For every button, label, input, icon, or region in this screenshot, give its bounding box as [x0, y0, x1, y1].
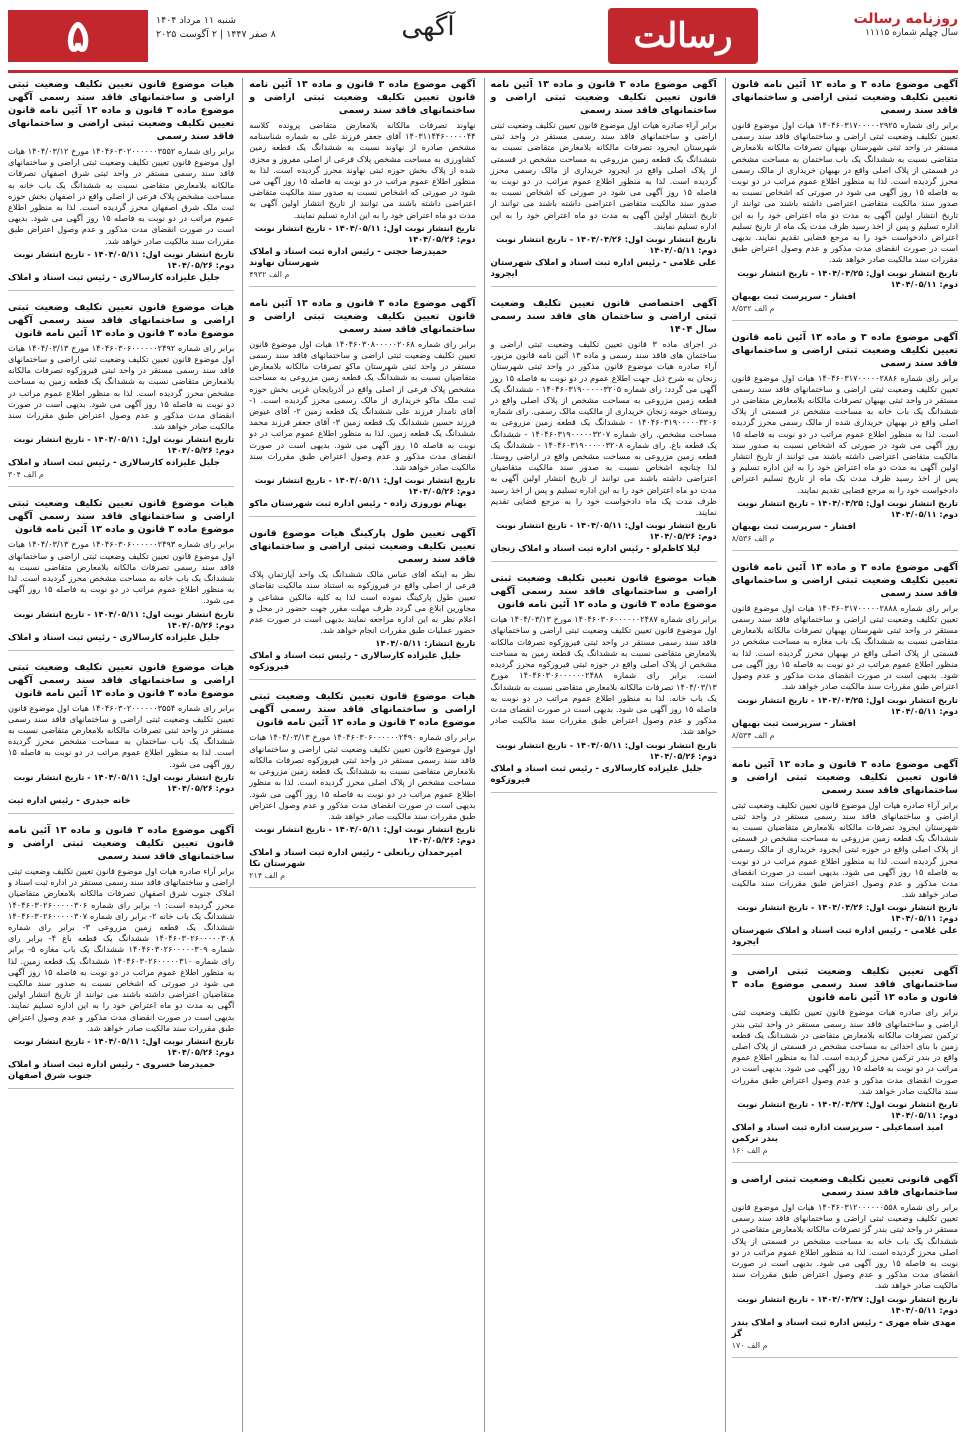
notice-dates: تاریخ انتشار نوبت اول: ۱۴۰۴/۰۴/۲۵ - تاریخ انتشار نوبت دوم: ۱۴۰۴/۰۵/۱۱	[737, 497, 958, 519]
notice-dates: تاریخ انتشار نوبت اول: ۱۴۰۴/۰۵/۱۱ - تاریخ انتشار نوبت دوم: ۱۴۰۴/۰۵/۲۶	[13, 248, 235, 270]
notice-dates: تاریخ انتشار نوبت اول: ۱۴۰۴/۰۵/۱۱ - تاریخ انتشار نوبت دوم: ۱۴۰۴/۰۵/۲۶	[13, 608, 235, 630]
legal-notice	[8, 497, 234, 650]
notice-body: برابر آراء صادره هیات اول موضوع قانون تعیین تکلیف وضعیت ثبتی اراضی و ساختمانهای فاقد سند رسمی مستقر در واحد ثبتی شهرستان ایجرود تصرفات مالکانه بلامعارض متقاضیان نسبت به ششدانگ یک قطعه زمین مزروعی به مساحت مشخص در قسمتی از پلاک اصلی واقع در حوزه ثبتی ایجرود خریداری از مالک رسمی محرز گردیده است. لذا به منظور اطلاع عموم مراتب در دو نوبت به فاصله ۱۵ روز آگهی می شود. بدیهی است در صورت انقضای مدت مذکور و عدم وصول اعتراض طبق مقررات سند مالکیت صادر خواهد شد.	[731, 799, 958, 900]
notice-title: آگهی موضوع ماده ۳ قانون و ماده ۱۳ آئین نامه قانون تعیین تکلیف وضعیت ثبتی اراضی و ساختمانهای فاقد سند رسمی	[490, 79, 717, 116]
legal-notice	[491, 297, 717, 562]
notice-dates: تاریخ انتشار نوبت اول: ۱۴۰۴/۰۴/۲۷ - تاریخ انتشار نوبت دوم: ۱۴۰۴/۰۵/۱۱	[737, 1293, 958, 1315]
notice-signature: حمیدرضا خسروی - رئیس اداره ثبت اسناد و املاک جنوب شرق اصفهان	[8, 1059, 216, 1081]
notice-signature: افشار - سرپرست ثبت بهبهان	[731, 718, 856, 729]
notice-dates: تاریخ انتشار نوبت اول: ۱۴۰۴/۰۵/۱۱ - تاریخ انتشار نوبت دوم: ۱۴۰۴/۰۵/۲۶	[254, 824, 476, 846]
date-persian: شنبه ۱۱ مرداد ۱۴۰۴	[156, 15, 236, 26]
notice-dates: تاریخ انتشار نوبت اول: ۱۴۰۴/۰۴/۲۵ - تاریخ انتشار نوبت دوم: ۱۴۰۴/۰۵/۱۱	[737, 694, 958, 716]
notice-body: نهاوند تصرفات مالکانه بلامعارض متقاضی پرونده کلاسه ۱۴۰۳۱۱۴۴۶۰۰۰۰۰۴۴ آقای جعفر فرزند علی به شماره شناسنامه مشخص صادره از نهاوند نسبت به ششدانگ یک قطعه زمین کشاورزی به مساحت مشخص پلاک فرعی از اصلی مفروز و مجزی شده از پلاک بخش حوزه ثبتی نهاوند محرز گردیده است. لذا به منظور اطلاع عموم مراتب در دو نوبت به فاصله ۱۵ روز آگهی می شود در صورتی که اشخاص نسبت به صدور سند مالکیت متقاضی اعتراضی داشته باشند می توانند از تاریخ انتشار اولین آگهی به مدت دو ماه اعتراض خود را به این اداره تسلیم نمایند.	[249, 120, 476, 220]
notice-title: هیات موضوع قانون تعیین تکلیف وضعیت ثبتی اراضی و ساختمانهای فاقد سند رسمی آگهی موضوع ماده ۳ قانون و ماده ۱۳ آئین نامه قانون	[8, 498, 235, 536]
notice-title: هیات موضوع قانون تعیین تکلیف وضعیت ثبتی اراضی و ساختمانهای فاقد سند رسمی آگهی موضوع ماده ۳ قانون و ماده ۱۳ آئین نامه قانون	[8, 661, 235, 699]
legal-notice	[732, 561, 958, 748]
legal-notice	[491, 78, 717, 287]
notice-dates: تاریخ انتشار نوبت اول: ۱۴۰۴/۰۴/۲۵ - تاریخ انتشار نوبت دوم: ۱۴۰۴/۰۵/۱۱	[737, 267, 958, 289]
notice-code: م الف ۳۰۴	[8, 470, 44, 480]
ad-column	[242, 78, 475, 1432]
notice-dates: تاریخ انتشار نوبت اول: ۱۴۰۴/۰۵/۱۱ - تاریخ انتشار نوبت دوم: ۱۴۰۴/۰۵/۲۶	[13, 434, 235, 456]
notice-title: آگهی موضوع ماده ۳ قانون و ماده ۱۳ آئین نامه قانون تعیین تکلیف وضعیت ثبتی اراضی و ساختمانهای فاقد سند رسمی	[249, 297, 476, 335]
notice-body: برابر رای شماره ۱۴۰۴۶۰۳۰۸۰۰۰۰۰۲۰۶۸ هیات اول موضوع قانون تعیین تکلیف وضعیت ثبتی اراضی و ساختمانهای فاقد سند رسمی مستقر در واحد ثبتی شهرستان ماکو تصرفات مالکانه بلامعارض متقاضیان نسبت به ششدانگ یک قطعه زمین مزروعی به مساحت مشخص پلاک فرعی از اصلی واقع در آذربایجان غربی بخش حوزه ثبت ملک ماکو خریداری از مالک رسمی محرز گردیده است. ۱- آقای نامدار فرزند علی ششدانگ یک قطعه زمین ۲- آقای عیوض فرزند حسین ششدانگ یک قطعه زمین ۳- آقای جعفر فرزند محمد ششدانگ یک قطعه زمین. لذا به منظور اطلاع عموم مراتب در دو نوبت به فاصله ۱۵ روز آگهی می شود. بدیهی است در صورت انقضای مدت مذکور و عدم وصول اعتراض طبق مقررات سند مالکیت صادر خواهد شد.	[249, 338, 476, 473]
notice-body: برابر رای شماره ۱۴۰۴۶۰۳۱۷۰۰۰۰۰۲۸۸۸ هیات اول موضوع قانون تعیین تکلیف وضعیت ثبتی اراضی و ساختمانهای فاقد سند رسمی مستقر در واحد ثبتی شهرستان بهبهان تصرفات مالکانه بلامعارض متقاضی نسبت به ششدانگ یک باب مغازه به مساحت مشخص در قسمتی از پلاک اصلی واقع در بهبهان محرز گردیده است. لذا به منظور اطلاع عموم مراتب در دو نوبت به فاصله ۱۵ روز آگهی می شود. بدیهی است در صورت انقضای مدت مذکور و عدم وصول اعتراض طبق مقررات سند مالکیت صادر خواهد شد.	[731, 602, 958, 692]
notice-dates: تاریخ انتشار نوبت اول: ۱۴۰۴/۰۵/۱۱ - تاریخ انتشار نوبت دوم: ۱۴۰۴/۰۵/۲۶	[254, 222, 476, 244]
notice-body: برابر رای شماره ۱۴۰۴۶۰۳۰۶۰۰۰۰۰۰۲۴۹۲ مورخ ۱۴۰۴/۰۳/۱۳ هیات اول موضوع قانون تعیین تکلیف وضعیت ثبتی اراضی و ساختمانهای فاقد سند رسمی مستقر در واحد ثبتی فیروزکوه تصرفات مالکانه بلامعارض متقاضی نسبت به ششدانگ یک قطعه زمین به مساحت مشخص محرز گردیده است. لذا به منظور اطلاع عموم مراتب در دو نوبت به فاصله ۱۵ روز آگهی می شود. بدیهی است در صورت انقضای مدت مذکور و عدم وصول اعتراض طبق مقررات سند مالکیت صادر خواهد شد.	[8, 342, 235, 432]
notice-title: آگهی موضوع ماده ۳ قانون و ماده ۱۳ آئین نامه قانون تعیین تکلیف وضعیت ثبتی اراضی و ساختمانهای فاقد سند رسمی	[8, 824, 235, 862]
notice-code: م الف ۱۶۰	[731, 1145, 768, 1155]
notice-body: برابر رای صادره هیات موضوع قانون تعیین تکلیف وضعیت ثبتی اراضی و ساختمانهای فاقد سند رسمی مستقر در واحد ثبتی بندر ترکمن تصرفات مالکانه بلامعارض متقاضی در ششدانگ یک قطعه زمین با بنای احداثی به مساحت مشخص در قسمتی از پلاک اصلی واقع در بندر ترکمن محرز گردیده است. لذا به منظور اطلاع عموم مراتب در دو نوبت به فاصله ۱۵ روز آگهی می شود. بدیهی است در صورت انقضای مدت مذکور و عدم وصول اعتراض طبق مقررات سند مالکیت صادر خواهد شد.	[731, 1007, 958, 1096]
notice-dates: تاریخ انتشار نوبت اول: ۱۴۰۴/۰۴/۲۷ - تاریخ انتشار نوبت دوم: ۱۴۰۴/۰۵/۱۱	[737, 1098, 958, 1120]
legal-notice	[249, 690, 475, 888]
notice-signature: مهدی شاه مهری - رئیس اداره ثبت اسناد و املاک بندر گز	[731, 1317, 956, 1339]
notice-title: آگهی موضوع ماده ۳ قانون و ماده ۱۳ آئین نامه قانون تعیین تکلیف وضعیت ثبتی اراضی و ساختمانهای فاقد سند رسمی	[249, 79, 476, 116]
notice-signature: جلیل علیزاده کارسالاری - رئیس ثبت اسناد و املاک فیروزکوه	[490, 763, 703, 785]
notice-code: م الف ۸/۵۳۲	[731, 303, 775, 313]
ad-column	[725, 78, 958, 1432]
notice-code: م الف ۸/۵۳۴	[731, 730, 775, 740]
issue-date	[156, 14, 276, 42]
legal-notice	[732, 965, 958, 1163]
legal-notice	[249, 297, 475, 517]
notice-dates: تاریخ انتشار نوبت اول: ۱۴۰۴/۰۵/۱۱ - تاریخ انتشار نوبت دوم: ۱۴۰۴/۰۵/۲۶	[496, 520, 717, 542]
legal-notice	[8, 301, 234, 488]
legal-notice	[249, 527, 475, 680]
notice-body: برابر رای شماره ۱۴۰۴۶۰۳۱۷۰۰۰۰۰۲۹۲۵ هیات اول موضوع قانون تعیین تکلیف وضعیت ثبتی اراضی و ساختمانهای فاقد سند رسمی مستقر در واحد ثبتی شهرستان بهبهان تصرفات مالکانه بلامعارض متقاضی نسبت به ششدانگ یک باب ساختمان به مساحت مشخص در قسمتی از پلاک اصلی واقع در بهبهان خریداری از مالک رسمی محرز گردیده است. لذا به منظور اطلاع عموم مراتب در دو نوبت به فاصله ۱۵ روز آگهی می شود در صورتی که اشخاص نسبت به صدور سند مالکیت متقاضی اعتراضی داشته باشند می توانند از تاریخ انتشار اولین آگهی به مدت دو ماه اعتراض خود را به این اداره تسلیم و پس از اخذ رسید ظرف مدت یک ماه از تاریخ تسلیم اعتراض دادخواست خود را به مرجع قضایی تقدیم نمایند. بدیهی است در صورت انقضای مدت مذکور و عدم وصول اعتراض طبق مقررات سند مالکیت صادر خواهد شد.	[731, 120, 958, 265]
ad-column	[8, 78, 234, 1432]
notice-body: برابر رای شماره ۱۴۰۴۶۰۳۰۶۰۰۰۰۰۰۲۴۸۷ مورخ ۱۴۰۴/۰۳/۱۳ هیات اول موضوع قانون تعیین تکلیف وضعیت ثبتی اراضی و ساختمانهای فاقد سند رسمی مستقر در واحد ثبتی فیروزکوه تصرفات مالکانه بلامعارض متقاضی نسبت به ششدانگ یک قطعه زمین به مساحت مشخص از پلاک اصلی واقع در حوزه ثبتی فیروزکوه محرز گردیده است. برابر رای شماره ۱۴۰۴۶۰۳۰۶۰۰۰۰۰۰۲۴۸۸ مورخ ۱۴۰۴/۰۳/۱۳ تصرفات مالکانه بلامعارض متقاضی نسبت به ششدانگ یک باب خانه. لذا به منظور اطلاع عموم مراتب در دو نوبت به فاصله ۱۵ روز آگهی می شود. بدیهی است در صورت انقضای مدت مذکور و عدم وصول اعتراض طبق مقررات سند مالکیت صادر خواهد شد.	[490, 614, 717, 737]
notice-signature: حمیدرضا حجتی - رئیس اداره ثبت اسناد و املاک شهرستان نهاوند	[249, 246, 448, 268]
notice-code: م الف ۱۷۰	[731, 1340, 768, 1350]
notice-title: آگهی موضوع ماده ۳ و ماده ۱۳ آئین نامه قانون تعیین تکلیف وضعیت ثبتی اراضی و ساختمانهای فاقد سند رسمی	[731, 79, 958, 116]
notice-signature: جلیل علیزاده کارسالاری - رئیس ثبت اسناد و املاک	[8, 272, 220, 283]
notice-dates: تاریخ انتشار نوبت اول: ۱۴۰۴/۰۵/۱۱ - تاریخ انتشار نوبت دوم: ۱۴۰۴/۰۵/۲۶	[496, 739, 717, 761]
notice-signature: افشار - سرپرست ثبت بهبهان	[731, 521, 856, 532]
notice-signature: جلیل علیزاده کارسالاری - رئیس ثبت اسناد و املاک فیروزکوه	[249, 651, 462, 673]
legal-notice	[491, 572, 717, 792]
notice-body: برابر آراء صادره هیات اول موضوع قانون تعیین تکلیف وضعیت ثبتی اراضی و ساختمانهای فاقد سند رسمی مستقر در واحد ثبتی شهرستان ایجرود تصرفات مالکانه بلامعارض متقاضی نسبت به ششدانگ یک قطعه زمین مزروعی به مساحت مشخص در قسمتی از پلاک اصلی واقع در ایجرود خریداری از مالک رسمی محرز گردیده است. لذا به منظور اطلاع عموم مراتب در دو نوبت به فاصله ۱۵ روز آگهی می شود در صورتی که اشخاص نسبت به صدور سند مالکیت متقاضی اعتراضی داشته باشند می توانند از تاریخ انتشار اولین آگهی به مدت دو ماه اعتراض خود را به این اداره تسلیم نمایند.	[490, 120, 717, 231]
notice-dates: تاریخ انتشار نوبت اول: ۱۴۰۴/۰۵/۱۱ - تاریخ انتشار نوبت دوم: ۱۴۰۴/۰۵/۲۶	[13, 771, 235, 793]
notice-title: آگهی موضوع ماده ۳ و ماده ۱۳ آئین نامه قانون تعیین تکلیف وضعیت ثبتی اراضی و ساختمانهای فاقد سند رسمی	[731, 561, 958, 599]
legal-notice	[8, 78, 234, 291]
date-hijri-gregorian: ۸ صفر ۱۴۴۷ | ۲ آگوست ۲۰۲۵	[156, 29, 276, 40]
notice-code: م الف ۴۹۳۲	[249, 269, 290, 279]
legal-notice	[8, 661, 234, 814]
notice-code: م الف ۸/۵۳۶	[731, 533, 775, 543]
notice-signature: بهنام نوروزی زاده - رئیس اداره ثبت شهرستان ماکو	[249, 499, 467, 510]
ad-columns	[8, 78, 958, 1432]
notice-title: آگهی اختصاصی قانون تعیین تکلیف وضعیت ثبتی اراضی و ساختمان های فاقد سند رسمی سال ۱۴۰۴	[490, 298, 717, 336]
issue-meta	[758, 12, 958, 40]
notice-signature: جلیل علیزاده کارسالاری - رئیس ثبت اسناد و املاک	[8, 632, 220, 643]
legal-notice	[732, 1173, 958, 1358]
page-number: ۵	[8, 10, 148, 62]
notice-dates: تاریخ انتشار نوبت اول: ۱۴۰۴/۰۵/۱۱ - تاریخ انتشار نوبت دوم: ۱۴۰۴/۰۵/۲۶	[13, 1035, 235, 1057]
notice-body: نظر به اینکه آقای عباس مالک ششدانگ یک واحد آپارتمان پلاک فرعی از اصلی واقع در فیروزکوه به استناد سند مالکیت تقاضای تعیین طول پارکینگ نموده است لذا به کلیه مالکین مشاعی و مجاورین ابلاغ می گردد ظرف مهلت مقرر جهت حضور در محل و اعلام نظر به این اداره مراجعه نمایند بدیهی است در صورت عدم حضور عملیات طبق مقررات انجام خواهد شد.	[249, 569, 476, 636]
notice-title: هیات موضوع قانون تعیین تکلیف وضعیت ثبتی اراضی و ساختمانهای فاقد سند رسمی آگهی موضوع ماده ۳ قانون و ماده ۱۳ آئین نامه قانون	[249, 691, 476, 729]
notice-title: هیات موضوع قانون تعیین تکلیف وضعیت ثبتی اراضی و ساختمانهای فاقد سند رسمی آگهی موضوع ماده ۳ قانون و ماده ۱۳ آئین نامه قانون	[8, 301, 235, 339]
notice-signature: خانه حیدری - رئیس اداره ثبت	[8, 795, 131, 806]
notice-title: آگهی قانونی تعیین تکلیف وضعیت ثبتی اراضی و ساختمانهای فاقد سند رسمی	[731, 1173, 958, 1198]
notice-title: آگهی موضوع ماده ۳ قانون و ماده ۱۳ آئین نامه قانون تعیین تکلیف وضعیت ثبتی اراضی و ساختمانهای فاقد سند رسمی	[731, 758, 958, 796]
notice-title: هیات موضوع قانون تعیین تکلیف وضعیت ثبتی اراضی و ساختمانهای فاقد سند رسمی آگهی موضوع ماده ۳ قانون و ماده ۱۳ آئین نامه قانون تعیین تکلیف وضعیت ثبتی اراضی و ساختمانهای فاقد سند رسمی	[8, 79, 235, 142]
masthead	[8, 6, 958, 73]
notice-body: برابر آراء صادره هیات اول موضوع قانون تعیین تکلیف وضعیت ثبتی اراضی و ساختمانهای فاقد سند رسمی مستقر در اداره ثبت اسناد و املاک جنوب شرق اصفهان تصرفات مالکانه بلامعارض متقاضیان محرز گردیده است: ۱- برابر رای شماره ۱۴۰۴۶۰۳۰۲۶۰۰۰۰۰۳۰۶ ششدانگ یک باب خانه ۲- برابر رای شماره ۱۴۰۴۶۰۳۰۲۶۰۰۰۰۰۳۰۷ ششدانگ یک قطعه زمین مزروعی ۳- برابر رای شماره ۱۴۰۴۶۰۳۰۲۶۰۰۰۰۰۳۰۸ ششدانگ یک قطعه باغ ۴- برابر رای شماره ۱۴۰۴۶۰۳۰۲۶۰۰۰۰۰۳۰۹ ششدانگ یک باب مغازه ۵- برابر رای شماره ۱۴۰۴۶۰۳۰۲۶۰۰۰۰۰۳۱۰ ششدانگ یک قطعه زمین. لذا به منظور اطلاع عموم مراتب در دو نوبت به فاصله ۱۵ روز آگهی می شود در صورتی که اشخاص نسبت به صدور سند مالکیت متقاضیان اعتراضی داشته باشند می توانند از تاریخ انتشار اولین آگهی به مدت دو ماه اعتراض خود را به این اداره تسلیم نمایند. بدیهی است در صورت انقضای مدت مذکور و عدم وصول اعتراض طبق مقررات سند مالکیت صادر خواهد شد.	[8, 865, 235, 1033]
notice-body: برابر رای شماره ۱۴۰۴۶۰۳۰۶۰۰۰۰۰۰۲۴۹۰ مورخ ۱۴۰۴/۰۳/۱۳ هیات اول موضوع قانون تعیین تکلیف وضعیت ثبتی اراضی و ساختمانهای فاقد سند رسمی مستقر در واحد ثبتی فیروزکوه تصرفات مالکانه بلامعارض متقاضی نسبت به ششدانگ یک قطعه زمین مزروعی به مساحت مشخص از پلاک اصلی محرز گردیده است. لذا به منظور اطلاع عموم مراتب در دو نوبت به فاصله ۱۵ روز آگهی می شود. بدیهی است در صورت انقضای مدت مذکور و عدم وصول اعتراض طبق مقررات سند مالکیت صادر خواهد شد.	[249, 732, 476, 821]
ad-column	[484, 78, 717, 1432]
notice-signature: جلیل علیزاده کارسالاری - رئیس ثبت اسناد و املاک	[8, 458, 220, 469]
notice-title: آگهی تعیین طول پارکینگ هیات موضوع قانون تعیین تکلیف وضعیت ثبتی اراضی و ساختمانهای فاقد سند رسمی	[249, 528, 476, 566]
notice-body: برابر رای شماره ۱۴۰۴۶۰۳۱۲۰۰۰۰۰۰۵۵۸ هیات اول موضوع قانون تعیین تکلیف وضعیت ثبتی اراضی و ساختمانهای فاقد سند رسمی مستقر در واحد ثبتی بندر گز تصرفات مالکانه بلامعارض متقاضی در ششدانگ یک باب خانه به مساحت مشخص در قسمتی از پلاک اصلی محرز گردیده است. لذا به منظور اطلاع عموم مراتب در دو نوبت به فاصله ۱۵ روز آگهی می شود. بدیهی است در صورت انقضای مدت مذکور و عدم وصول اعتراض طبق مقررات سند مالکیت صادر خواهد شد.	[731, 1201, 958, 1291]
legal-notice	[732, 331, 958, 551]
notice-dates: تاریخ انتشار: ۱۴۰۴/۰۵/۱۱	[375, 638, 476, 649]
legal-notice	[8, 824, 234, 1089]
notice-signature: امید اسماعیلی - سرپرست اداره ثبت اسناد و املاک بندر ترکمن	[731, 1122, 944, 1144]
legal-notice	[732, 78, 958, 321]
notice-body: برابر رای شماره ۱۴۰۴۶۰۳۰۶۰۰۰۰۰۰۲۴۹۳ مورخ ۱۴۰۴/۰۳/۱۳ هیات اول موضوع قانون تعیین تکلیف وضعیت ثبتی اراضی و ساختمانهای فاقد سند رسمی تصرفات مالکانه بلامعارض متقاضی نسبت به ششدانگ یک باب خانه به مساحت مشخص محرز گردیده است. لذا به منظور اطلاع عموم مراتب در دو نوبت به فاصله ۱۵ روز آگهی می شود.	[8, 539, 235, 606]
notice-signature: امیرحمدان ربانعلی - رئیس اداره ثبت اسناد و املاک شهرستان نکا	[249, 848, 462, 870]
notice-signature: علی غلامی - رئیس اداره ثبت اسناد و املاک شهرستان ایجرود	[731, 926, 958, 948]
notice-body: در اجرای ماده ۳ قانون تعیین تکلیف وضعیت ثبتی اراضی و ساختمان های فاقد سند رسمی و ماده ۱۳ آئین نامه قانون مزبور، آراء صادره هیات موضوع قانون مذکور در واحد ثبتی شهرستان زنجان به شرح ذیل جهت اطلاع عموم در دو نوبت به فاصله ۱۵ روز آگهی می گردد: رای شماره ۱۴۰۴۶۰۳۱۹۰۰۰۰۰۳۲۰۵ - ششدانگ یک قطعه زمین مزروعی به مساحت مشخص از پلاک اصلی واقع در روستای حومه زنجان خریداری از مالکیت مالک رسمی. رای شماره ۱۴۰۴۶۰۳۱۹۰۰۰۰۰۳۲۰۶ - ششدانگ یک قطعه زمین مزروعی به مساحت مشخص. رای شماره ۱۴۰۴۶۰۳۱۹۰۰۰۰۰۳۲۰۷ - ششدانگ یک قطعه باغ. رای شماره ۱۴۰۴۶۰۳۱۹۰۰۰۰۰۳۲۰۸ - ششدانگ یک قطعه زمین مزروعی به مساحت مشخص واقع در اراضی روستا. لذا چنانچه اشخاص نسبت به صدور سند مالکیت متقاضیان اعتراضی داشته باشند می توانند از تاریخ انتشار اولین آگهی به مدت دو ماه اعتراض خود را به این اداره تسلیم و پس از اخذ رسید ظرف مدت یک ماه دادخواست خود را به مرجع قضایی تقدیم نمایند.	[490, 339, 717, 518]
legal-notice	[732, 758, 958, 956]
issue-number: شماره ۱۱۱۱۵	[865, 28, 917, 38]
notice-body: برابر رای شماره ۱۴۰۴۶۰۳۰۲۰۰۰۰۰۰۳۵۵۴ هیات اول موضوع قانون تعیین تکلیف وضعیت ثبتی اراضی و ساختمانهای فاقد سند رسمی مستقر در واحد ثبتی تصرفات مالکانه بلامعارض متقاضی نسبت به ششدانگ یک باب ساختمان به مساحت مشخص محرز گردیده است. لذا به منظور اطلاع عموم مراتب در دو نوبت به فاصله ۱۵ روز آگهی می شود.	[8, 702, 235, 769]
notice-dates: تاریخ انتشار نوبت اول: ۱۴۰۴/۰۴/۲۶ - تاریخ انتشار نوبت دوم: ۱۴۰۴/۰۵/۱۱	[496, 234, 717, 256]
notice-signature: افشار - سرپرست ثبت بهبهان	[731, 291, 856, 302]
notice-body: برابر رای شماره ۱۴۰۴۶۰۳۱۷۰۰۰۰۰۲۸۸۶ هیات اول موضوع قانون تعیین تکلیف وضعیت ثبتی اراضی و ساختمانهای فاقد سند رسمی مستقر در واحد ثبتی بهبهان تصرفات مالکانه بلامعارض متقاضی در ششدانگ یک باب خانه به مساحت مشخص در قسمتی از پلاک اصلی واقع در بهبهان خریداری شده از مالک رسمی محرز گردیده است. لذا به منظور اطلاع عموم مراتب در دو نوبت به فاصله ۱۵ روز آگهی می شود در صورتی که اشخاص نسبت به صدور سند مالکیت متقاضی اعتراضی داشته باشند می توانند از تاریخ انتشار اولین آگهی به مدت دو ماه اعتراض خود را به این اداره تسلیم و پس از اخذ رسید ظرف مدت یک ماه از تاریخ تسلیم اعتراض دادخواست خود را به مرجع قضایی تقدیم نمایند.	[731, 372, 958, 495]
notice-dates: تاریخ انتشار نوبت اول: ۱۴۰۴/۰۵/۱۱ - تاریخ انتشار نوبت دوم: ۱۴۰۴/۰۵/۲۶	[254, 475, 476, 497]
notice-dates: تاریخ انتشار نوبت اول: ۱۴۰۴/۰۴/۲۶ - تاریخ انتشار نوبت دوم: ۱۴۰۴/۰۵/۱۱	[737, 902, 958, 924]
notice-signature: علی غلامی - رئیس اداره ثبت اسناد و املاک شهرستان ایجرود	[490, 258, 717, 280]
notice-title: آگهی موضوع ماده ۳ و ماده ۱۳ آئین نامه قانون تعیین تکلیف وضعیت ثبتی اراضی و ساختمانهای فاقد سند رسمی	[731, 331, 958, 369]
notice-title: هیات موضوع قانون تعیین تکلیف وضعیت ثبتی اراضی و ساختمانهای فاقد سند رسمی آگهی موضوع ماده ۳ قانون و ماده ۱۳ آئین نامه قانون	[490, 573, 717, 611]
notice-code: م الف ۲۱۴	[249, 871, 286, 881]
legal-notice	[249, 78, 475, 287]
section-title: آگهی	[401, 12, 455, 42]
notice-body: برابر رای شماره ۱۴۰۴۶۰۳۰۲۰۰۰۰۰۰۳۵۵۲ مورخ ۱۴۰۴/۰۳/۱۲ هیات اول موضوع قانون تعیین تکلیف وضعیت ثبتی اراضی و ساختمانهای فاقد سند رسمی مستقر در واحد ثبتی شرق اصفهان تصرفات مالکانه بلامعارض متقاضی نسبت به ششدانگ یک باب خانه به مساحت مشخص پلاک فرعی از اصلی واقع در اصفهان بخش حوزه ثبت ملک شرق اصفهان محرز گردیده است. لذا به منظور اطلاع عموم مراتب در دو نوبت به فاصله ۱۵ روز آگهی می شود. بدیهی است در صورت انقضای مدت مذکور و عدم وصول اعتراض طبق مقررات سند مالکیت صادر خواهد شد.	[8, 146, 235, 246]
notice-signature: لیلا کاظم‌لو - رئیس اداره ثبت اسناد و املاک زنجان	[490, 544, 701, 555]
year-label: سال چهلم	[919, 28, 958, 38]
brand-name: روزنامه رسالت	[853, 11, 958, 27]
newspaper-logo: رسالت	[608, 8, 758, 64]
notice-title: آگهی تعیین تکلیف وضعیت ثبتی اراضی و ساختمانهای فاقد سند رسمی موضوع ماده ۳ قانون و ماده ۱۳ آئین نامه قانون	[731, 966, 958, 1004]
